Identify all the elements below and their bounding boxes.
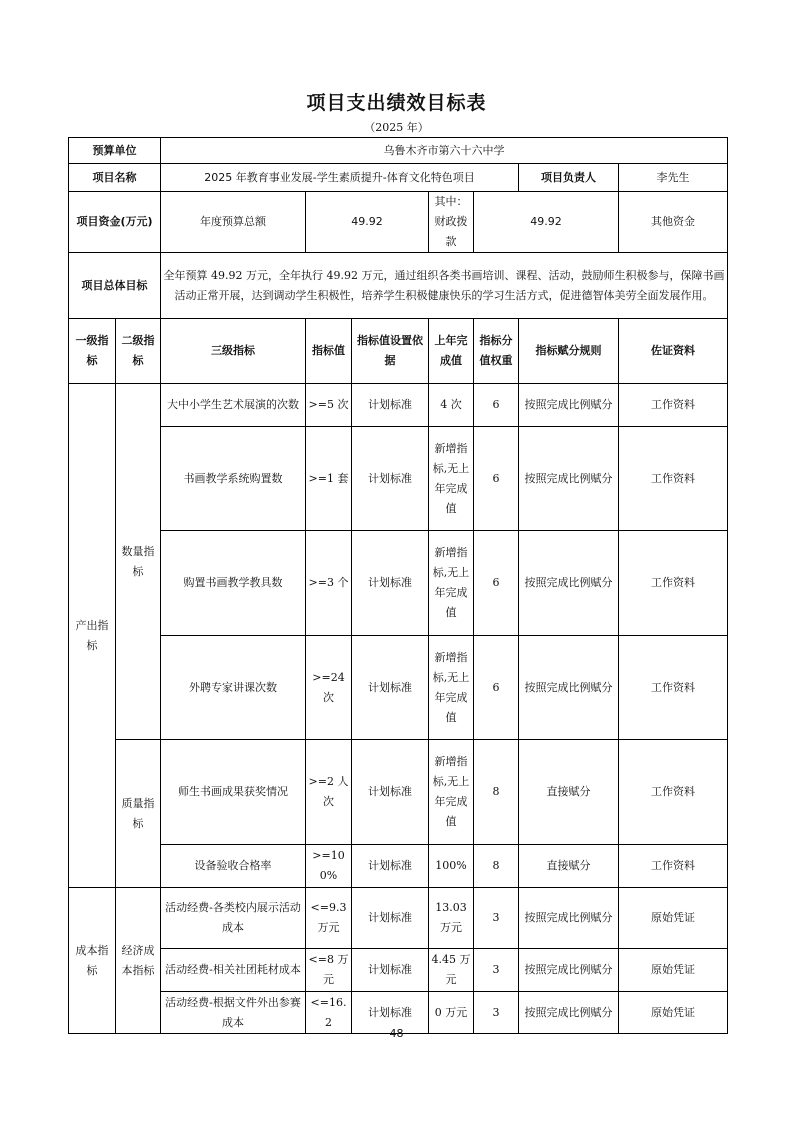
indicator-prev: 13.03 万元	[429, 888, 474, 949]
indicator-basis: 计划标准	[352, 949, 429, 992]
manager-label: 项目负责人	[519, 164, 619, 192]
header-prev: 上年完成值	[429, 319, 474, 384]
table-row	[69, 888, 728, 949]
indicator-basis: 计划标准	[352, 531, 429, 636]
indicator-evidence: 工作资料	[619, 845, 728, 888]
group-quality: 质量指标	[116, 740, 161, 888]
project-name-label: 项目名称	[69, 164, 161, 192]
indicator-evidence: 工作资料	[619, 740, 728, 845]
indicator-basis: 计划标准	[352, 740, 429, 845]
indicator-prev: 4.45 万元	[429, 949, 474, 992]
fiscal-label: 其中：财政拨款	[429, 192, 474, 253]
table-row	[69, 740, 728, 845]
indicator-value: <=8 万元	[306, 949, 352, 992]
indicator-basis: 计划标准	[352, 845, 429, 888]
table-row	[69, 845, 728, 888]
indicator-weight: 3	[474, 992, 519, 1034]
indicator-value: >=2 人次	[306, 740, 352, 845]
indicator-weight: 6	[474, 384, 519, 427]
indicator-prev: 100%	[429, 845, 474, 888]
indicator-evidence: 原始凭证	[619, 949, 728, 992]
indicator-rule: 按照完成比例赋分	[519, 384, 619, 427]
annual-total-value: 49.92	[306, 192, 429, 253]
indicator-value: <=9.3 万元	[306, 888, 352, 949]
header-row	[69, 319, 728, 384]
table-row	[69, 384, 728, 427]
indicator-weight: 8	[474, 740, 519, 845]
year-label: （2025 年）	[364, 121, 429, 134]
page-title: 项目支出绩效目标表	[306, 92, 487, 114]
performance-table	[68, 137, 728, 1034]
fiscal-value: 49.92	[474, 192, 619, 253]
group-output: 产出指标	[69, 384, 116, 888]
indicator-value: >=100%	[306, 845, 352, 888]
unit-value: 乌鲁木齐市第六十六中学	[161, 138, 728, 164]
project-name-row	[69, 164, 728, 192]
manager-value: 李先生	[619, 164, 728, 192]
header-rule: 指标赋分规则	[519, 319, 619, 384]
indicator-prev: 新增指标,无上年完成值	[429, 531, 474, 636]
indicator-basis: 计划标准	[352, 636, 429, 740]
indicator-name: 活动经费-根据文件外出参赛成本	[161, 992, 306, 1034]
objective-value: 全年预算 49.92 万元，全年执行 49.92 万元，通过组织各类书画培训、课程、活动，鼓励师生积极参与，保障书画活动正常开展，达到调动学生积极性，培养学生积极健康快乐的学习生活方式，促进德智体美劳全面发展作用。	[161, 253, 728, 319]
indicator-value: >=5 次	[306, 384, 352, 427]
project-name-value: 2025 年教育事业发展-学生素质提升-体育文化特色项目	[161, 164, 519, 192]
unit-row	[69, 138, 728, 164]
indicator-value: <=16.2	[306, 992, 352, 1034]
indicator-weight: 6	[474, 531, 519, 636]
header-basis: 指标值设置依据	[352, 319, 429, 384]
indicator-prev: 0 万元	[429, 992, 474, 1034]
indicator-basis: 计划标准	[352, 992, 429, 1034]
indicator-weight: 3	[474, 888, 519, 949]
page-number: 48	[389, 1027, 404, 1040]
indicator-evidence: 原始凭证	[619, 992, 728, 1034]
indicator-basis: 计划标准	[352, 384, 429, 427]
indicator-rule: 直接赋分	[519, 845, 619, 888]
group-cost: 成本指标	[69, 888, 116, 1034]
objective-label: 项目总体目标	[69, 253, 161, 319]
indicator-prev: 新增指标,无上年完成值	[429, 740, 474, 845]
other-funds-label: 其他资金	[619, 192, 728, 253]
group-economic: 经济成本指标	[116, 888, 161, 1034]
indicator-weight: 8	[474, 845, 519, 888]
indicator-weight: 6	[474, 636, 519, 740]
annual-total-label: 年度预算总额	[161, 192, 306, 253]
table-row	[69, 636, 728, 740]
indicator-rule: 按照完成比例赋分	[519, 992, 619, 1034]
header-level2: 二级指标	[116, 319, 161, 384]
funds-label: 项目资金(万元)	[69, 192, 161, 253]
indicator-rule: 按照完成比例赋分	[519, 636, 619, 740]
funds-row	[69, 192, 728, 253]
indicator-rule: 直接赋分	[519, 740, 619, 845]
indicator-value: >=24 次	[306, 636, 352, 740]
unit-label: 预算单位	[69, 138, 161, 164]
header-value: 指标值	[306, 319, 352, 384]
indicator-value: >=3 个	[306, 531, 352, 636]
header-evidence: 佐证资料	[619, 319, 728, 384]
indicator-rule: 按照完成比例赋分	[519, 888, 619, 949]
indicator-name: 设备验收合格率	[161, 845, 306, 888]
group-quantity: 数量指标	[116, 384, 161, 740]
indicator-name: 师生书画成果获奖情况	[161, 740, 306, 845]
indicator-basis: 计划标准	[352, 888, 429, 949]
indicator-name: 外聘专家讲课次数	[161, 636, 306, 740]
indicator-rule: 按照完成比例赋分	[519, 949, 619, 992]
header-weight: 指标分值权重	[474, 319, 519, 384]
objective-row	[69, 253, 728, 319]
indicator-rule: 按照完成比例赋分	[519, 531, 619, 636]
table-row	[69, 949, 728, 992]
indicator-name: 书画教学系统购置数	[161, 427, 306, 531]
indicator-evidence: 工作资料	[619, 531, 728, 636]
indicator-rule: 按照完成比例赋分	[519, 427, 619, 531]
indicator-weight: 6	[474, 427, 519, 531]
indicator-prev: 新增指标,无上年完成值	[429, 636, 474, 740]
indicator-name: 活动经费-相关社团耗材成本	[161, 949, 306, 992]
indicator-prev: 新增指标,无上年完成值	[429, 427, 474, 531]
table-row	[69, 531, 728, 636]
indicator-name: 活动经费-各类校内展示活动成本	[161, 888, 306, 949]
indicator-weight: 3	[474, 949, 519, 992]
indicator-name: 购置书画教学教具数	[161, 531, 306, 636]
indicator-evidence: 工作资料	[619, 384, 728, 427]
header-level1: 一级指标	[69, 319, 116, 384]
indicator-evidence: 工作资料	[619, 636, 728, 740]
indicator-evidence: 工作资料	[619, 427, 728, 531]
table-row	[69, 427, 728, 531]
indicator-value: >=1 套	[306, 427, 352, 531]
indicator-basis: 计划标准	[352, 427, 429, 531]
indicator-prev: 4 次	[429, 384, 474, 427]
header-level3: 三级指标	[161, 319, 306, 384]
indicator-name: 大中小学生艺术展演的次数	[161, 384, 306, 427]
indicator-evidence: 原始凭证	[619, 888, 728, 949]
